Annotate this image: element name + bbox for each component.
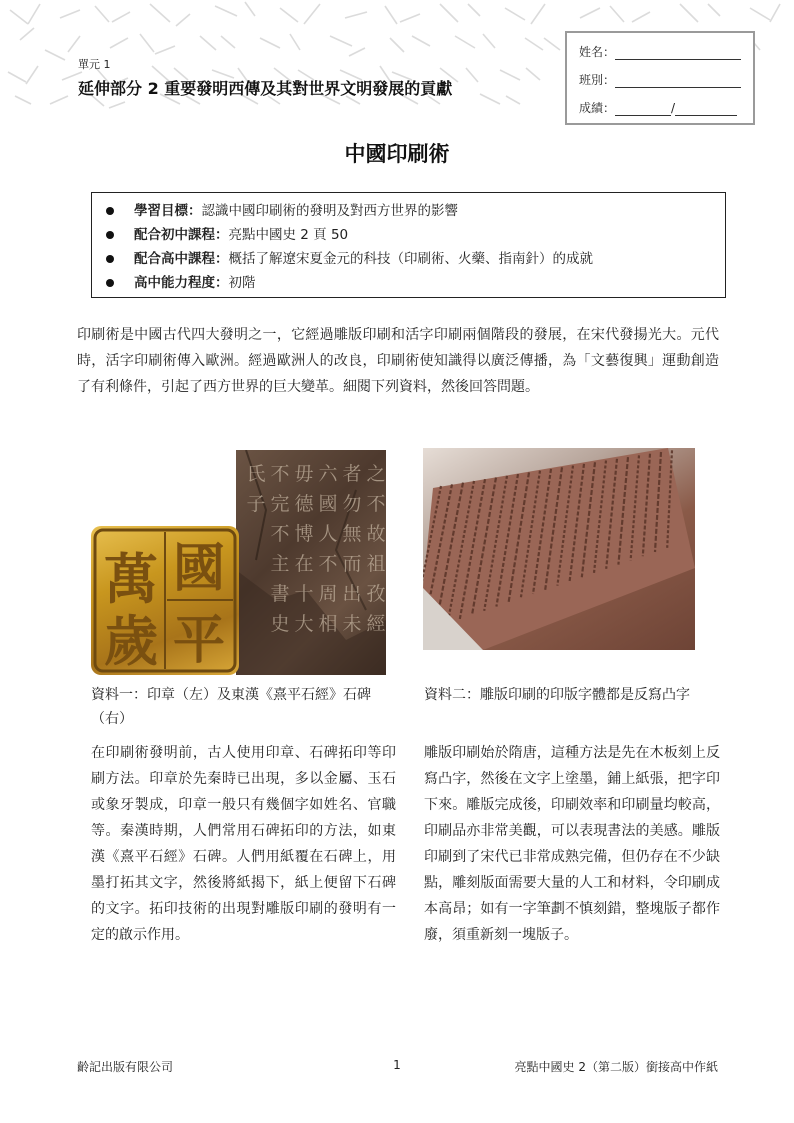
stele-character: 在 <box>294 553 314 575</box>
score-blank[interactable] <box>615 115 671 116</box>
woodblock-image <box>423 448 695 650</box>
name-row <box>579 43 741 60</box>
objective-label: 配合初中課程： <box>134 227 229 243</box>
stele-character: 博 <box>294 523 314 545</box>
score-row <box>579 99 737 116</box>
stele-character: 無 <box>342 523 362 545</box>
stele-character: 十 <box>294 583 314 605</box>
objective-item <box>104 223 725 247</box>
stele-character: 子 <box>246 493 266 515</box>
stele-character: 者 <box>342 463 362 485</box>
objective-item <box>104 247 725 271</box>
objective-text: 亮點中國史 2 頁 50 <box>228 227 349 243</box>
stele-character: 主 <box>270 553 290 575</box>
stele-character: 勿 <box>342 493 362 515</box>
stele-character: 書 <box>270 583 290 605</box>
stele-character: 氏 <box>246 463 266 485</box>
total-blank[interactable] <box>675 115 737 116</box>
class-label: 班別： <box>579 73 616 87</box>
objective-item <box>104 271 725 295</box>
seal-image <box>91 526 239 675</box>
stele-image <box>236 450 386 675</box>
learning-objectives-box <box>91 192 726 298</box>
stele-character: 完 <box>270 493 290 515</box>
source1-caption: 資料一：印章（左）及東漢《熹平石經》石碑（右） <box>91 687 371 727</box>
stele-character: 之 <box>366 463 386 485</box>
unit-label: 單元 1 <box>78 58 111 71</box>
stele-character: 大 <box>294 613 314 635</box>
footer-book-title: 亮點中國史 2（第二版）銜接高中作紙 <box>514 1060 718 1074</box>
name-label: 姓名： <box>579 45 616 59</box>
seal-character: 平 <box>172 610 226 671</box>
score-separator: / <box>671 101 676 115</box>
score-label: 成績： <box>579 101 616 115</box>
source2-caption: 資料二：雕版印刷的印版字體都是反寫凸字 <box>424 687 690 703</box>
source1-text: 在印刷術發明前，古人使用印章、石碑拓印等印刷方法。印章於先秦時已出現，多以金屬、玉石或象牙製成，印章一般只有幾個字如姓名、官職等。秦漢時期，人們常用石碑拓印的方法，如東漢《熹平石經》石碑。人們用紙覆在石碑上，用墨打拓其文字，然後將紙揭下，紙上便留下石碑的文字。拓印技術的出現對雕版印刷的發明有一定的啟示作用。 <box>91 745 396 943</box>
stele-character: 未 <box>342 613 362 635</box>
stele-character: 不 <box>270 463 290 485</box>
student-info-box <box>565 31 755 125</box>
objective-label: 配合高中課程： <box>134 251 229 267</box>
stele-character: 經 <box>366 613 386 635</box>
seal-character: 歲 <box>104 609 158 673</box>
stele-character: 毋 <box>294 463 314 485</box>
seal-character: 萬 <box>104 547 158 611</box>
stele-character: 周 <box>318 583 338 605</box>
stele-character: 祖 <box>366 553 386 575</box>
intro-paragraph: 印刷術是中國古代四大發明之一，它經過雕版印刷和活字印刷兩個階段的發展，在宋代發揚光大。元代時，活字印刷術傳入歐洲。經過歐洲人的改良，印刷術使知識得以廣泛傳播，為「文藝復興」運動創造了有利條件，引起了西方世界的巨大變革。細閱下列資料，然後回答問題。 <box>77 327 719 395</box>
stele-character: 人 <box>318 523 338 545</box>
stele-character: 國 <box>318 493 338 515</box>
stele-character: 相 <box>318 613 338 635</box>
stele-character: 不 <box>270 523 290 545</box>
stele-character: 史 <box>270 613 290 635</box>
stele-character: 出 <box>342 583 362 605</box>
objective-text: 概括了解遼宋夏金元的科技（印刷術、火藥、指南針）的成就 <box>228 251 593 267</box>
stele-character: 六 <box>318 463 338 485</box>
name-blank[interactable] <box>615 59 741 60</box>
objective-label: 高中能力程度： <box>134 275 229 291</box>
objective-text: 認識中國印刷術的發明及對西方世界的影響 <box>201 203 458 219</box>
stele-rubbing <box>236 450 386 675</box>
seal-carving <box>91 526 239 675</box>
unit-title: 延伸部分 2 重要發明西傳及其對世界文明發展的貢獻 <box>78 79 453 98</box>
source2-text: 雕版印刷始於隋唐，這種方法是先在木板刻上反寫凸字，然後在文字上塗墨，鋪上紙張，把字印下來。雕版完成後，印刷效率和印刷量均較高，印刷品亦非常美觀，可以表現書法的美感。雕版印刷到了宋代已非常成熟完備，但仍存在不少缺點，雕刻版面需要大量的人工和材料，令印刷成本高昂；如有一字筆劃不慎刻錯，整塊版子都作廢，須重新刻一塊版子。 <box>424 745 720 943</box>
stele-character: 故 <box>366 523 386 545</box>
footer-page-number: 1 <box>393 1058 401 1072</box>
page-title: 中國印刷術 <box>344 142 450 166</box>
class-row <box>579 71 741 88</box>
footer-publisher: 齡記出版有限公司 <box>77 1060 174 1074</box>
objective-item <box>104 199 725 223</box>
stele-character: 不 <box>366 493 386 515</box>
stele-character: 而 <box>342 553 362 575</box>
objective-text: 初階 <box>228 275 256 291</box>
objective-label: 學習目標： <box>134 203 202 219</box>
woodblock-plate <box>423 448 695 650</box>
class-blank[interactable] <box>615 87 741 88</box>
seal-character: 國 <box>172 538 226 599</box>
stele-character: 德 <box>294 493 314 515</box>
stele-character: 不 <box>318 553 338 575</box>
stele-character: 孜 <box>366 583 386 605</box>
